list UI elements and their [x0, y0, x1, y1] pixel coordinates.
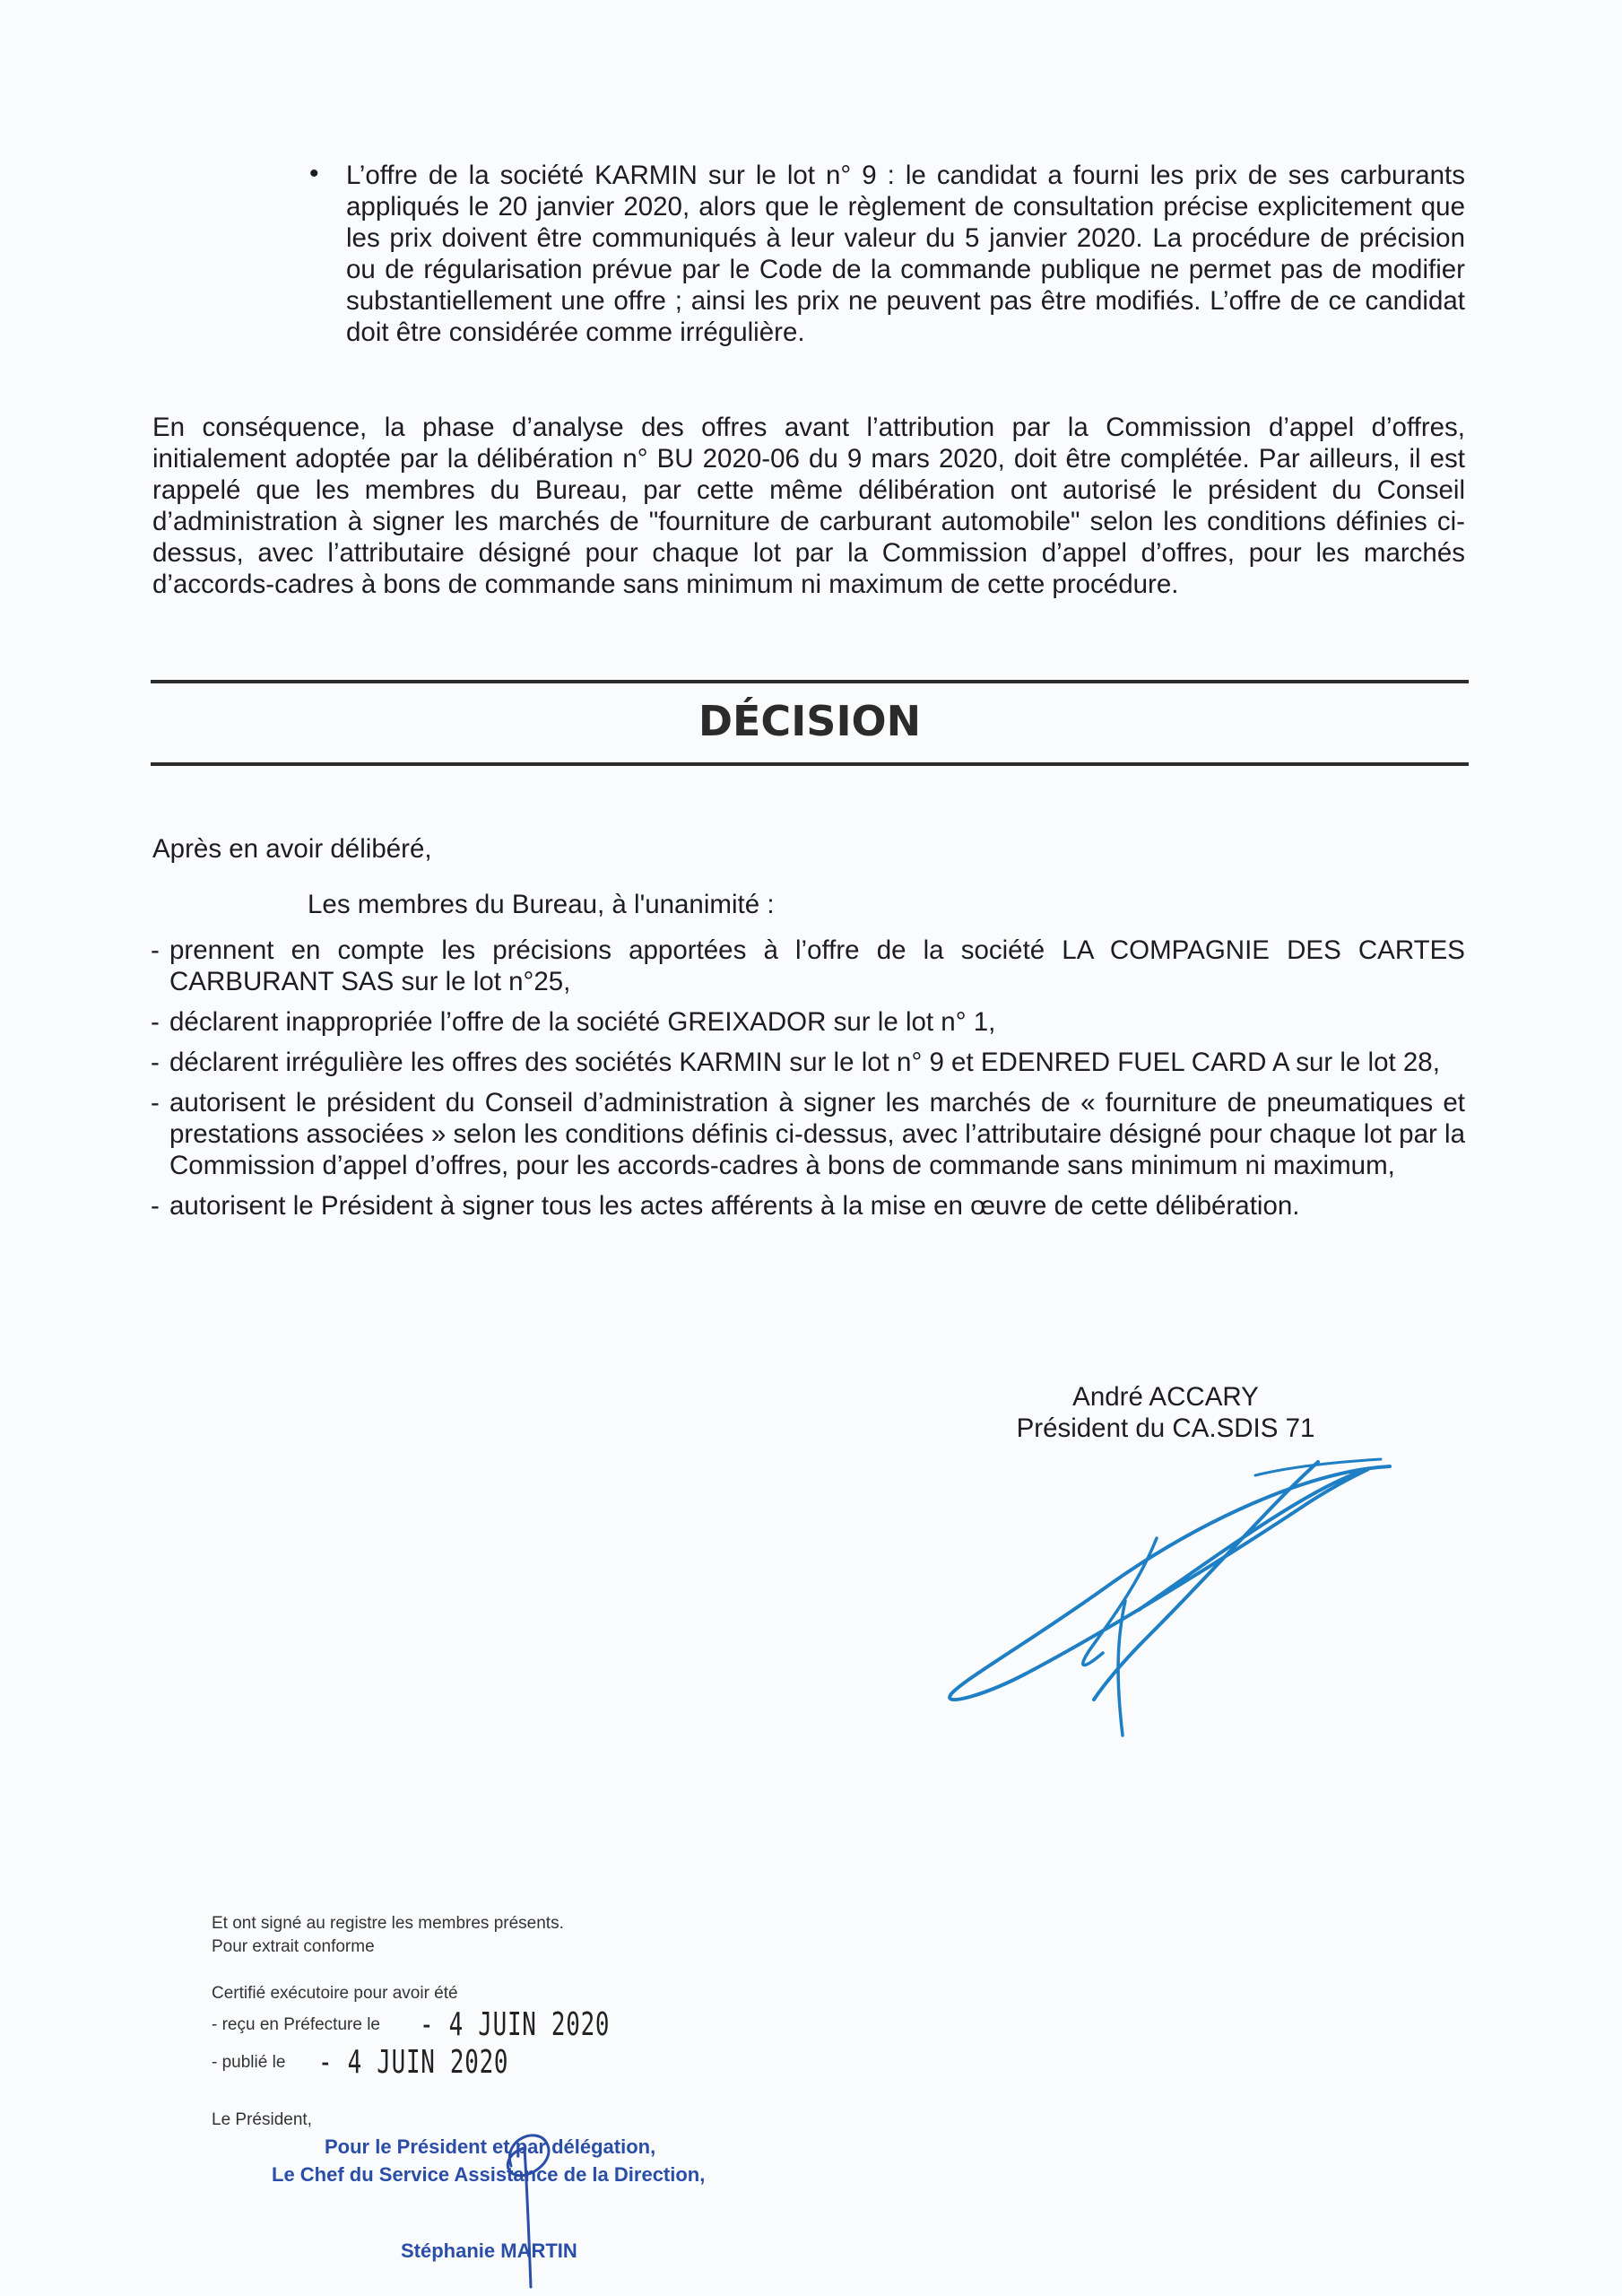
footer-extract-line: Pour extrait conforme [212, 1937, 375, 1956]
footer-president-label: Le Président, [212, 2110, 312, 2129]
delegation-stamp-line2: Le Chef du Service Assistance de la Direction, [272, 2163, 706, 2186]
footer-registry-line: Et ont signé au registre les membres présents. [212, 1914, 564, 1933]
signatory-block [986, 1381, 1345, 1444]
bullet-paragraph: L’offre de la société KARMIN sur le lot n° 9 : le candidat a fourni les prix de ses carburants appliqués le 20 janvier 2020, alors que le règlement de consultation précise explicitement que les prix doivent être communiqués à leur valeur du 5 janvier 2020. La procédure de précision ou de régularisation prévue par le Code de la commande publique ne permet pas de modifier substantiellement une offre ; ainsi les prix ne peuvent pas être modifiés. L’offre de ce candidat doit être considérée comme irrégulière. [346, 161, 1465, 347]
decision-item: - autorisent le Président à signer tous les actes afférents à la mise en œuvre de cette délibération. [151, 1191, 1300, 1221]
handwritten-signature [932, 1448, 1399, 1744]
decision-rule-bottom [151, 762, 1469, 766]
received-date-stamp: - 4 JUIN 2020 [420, 2006, 611, 2043]
consequence-paragraph: En conséquence, la phase d’analyse des offres avant l’attribution par la Commission d’appel d’offres, initialement adoptée par la délibération n° BU 2020-06 du 9 mars 2020, doit être complétée. Par ailleurs, il est rappelé que les membres du Bureau, par cette même délibération ont autorisé le président du Conseil d’administration à signer les marchés de "fourniture de carburant automobile" selon les conditions définies ci-dessus, avec l’attributaire désigné pour chaque lot par la Commission d’appel d’offres, pour les marchés d’accords-cadres à bons de commande sans minimum ni maximum de cette procédure. [152, 413, 1465, 599]
members-unanimity: Les membres du Bureau, à l'unanimité : [308, 890, 775, 919]
signatory-name: André ACCARY [1072, 1382, 1259, 1412]
footer-received-label: - reçu en Préfecture le [212, 2015, 380, 2034]
footer-published-label: - publié le [212, 2053, 286, 2072]
decision-list [151, 935, 1465, 1231]
decision-heading: DÉCISION [698, 697, 922, 745]
decision-item: - déclarent irrégulière les offres des sociétés KARMIN sur le lot n° 9 et EDENRED FUEL CARD A sur le lot 28, [151, 1048, 1440, 1077]
signatory-role: Président du CA.SDIS 71 [1016, 1413, 1315, 1443]
decision-rule-top [151, 680, 1469, 683]
bullet-marker: • [309, 159, 319, 188]
decision-item: - prennent en compte les précisions apportées à l’offre de la société LA COMPAGNIE DES CARTES CARBURANT SAS sur le lot n°25, [151, 935, 1465, 996]
delegation-stamp-line1: Pour le Président et par délégation, [325, 2135, 656, 2158]
decision-item: - déclarent inappropriée l’offre de la société GREIXADOR sur le lot n° 1, [151, 1007, 996, 1037]
footer-certified-line: Certifié exécutoire pour avoir été [212, 1984, 458, 2003]
decision-item: - autorisent le président du Conseil d’administration à signer les marchés de « fourniture de pneumatiques et prestations associées » selon les conditions définis ci-dessus, avec l’attributaire désigné pour chaque lot par la Commission d’appel d’offres, pour les accords-cadres à bons de commande sans minimum ni maximum, [151, 1088, 1465, 1180]
delegation-stamp-name: Stéphanie MARTIN [401, 2239, 577, 2262]
published-date-stamp: - 4 JUIN 2020 [318, 2044, 509, 2081]
deliberation-intro: Après en avoir délibéré, [152, 834, 432, 864]
delegate-signature [475, 2121, 574, 2292]
